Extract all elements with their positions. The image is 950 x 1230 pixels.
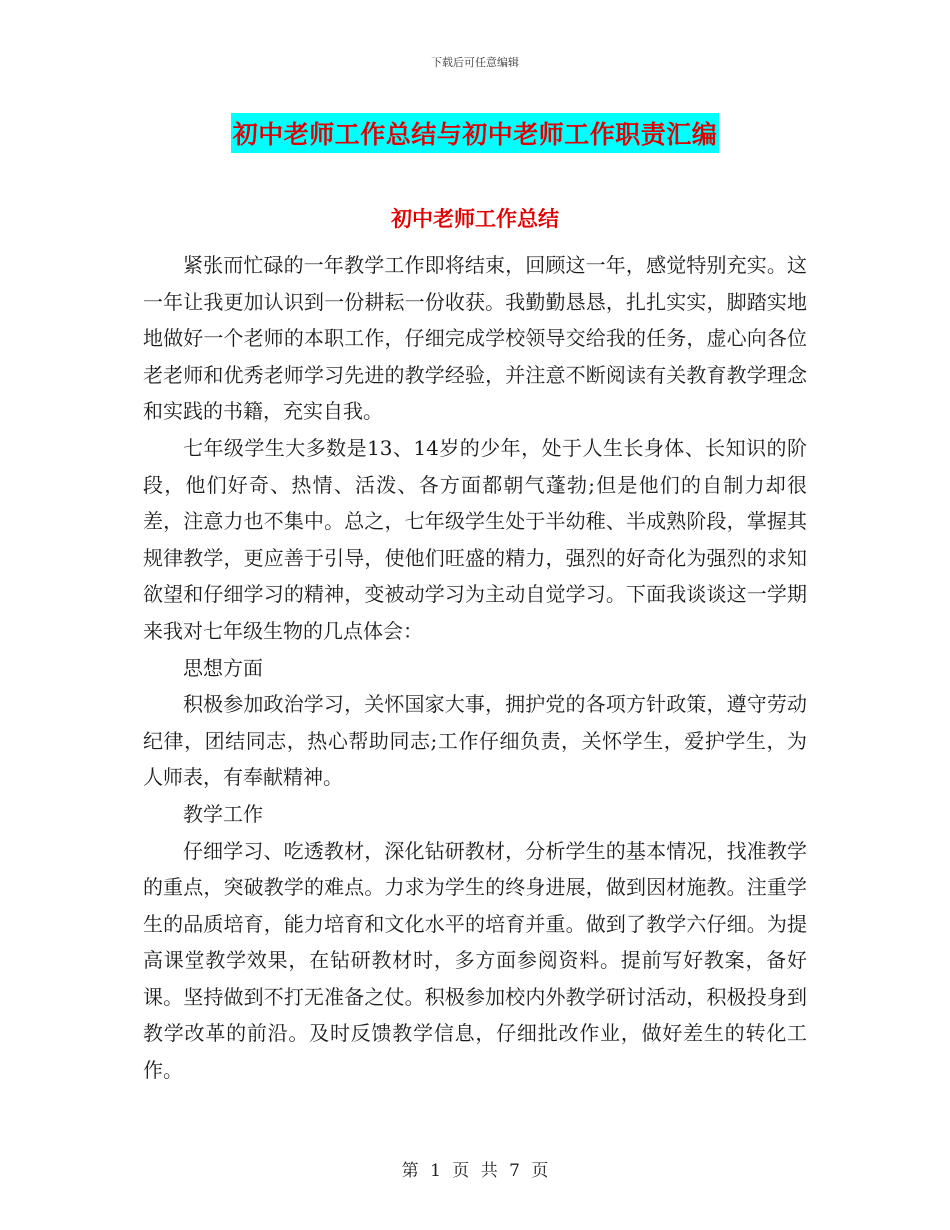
subheading: 思想方面 <box>183 655 263 680</box>
paragraph: 七年级学生大多数是13、14岁的少年，处于人生长身体、长知识的阶段，他们好奇、热情、活泼、各方面都朝气蓬勃;但是他们的自制力却很差，注意力也不集中。总之，七年级学生处于半幼稚、半成熟阶段，掌握其规律教学，更应善于引导，使他们旺盛的精力，强烈的好奇化为强烈的求知欲望和仔细学习的精神，变被动学习为主动自觉学习。下面我谈谈这一学期来我对七年级生物的几点体会： <box>143 435 807 643</box>
paragraph: 积极参加政治学习，关怀国家大事，拥护党的各项方针政策，遵守劳动纪律，团结同志，热心帮助同志;工作仔细负责，关怀学生，爱护学生，为人师表，有奉献精神。 <box>143 692 807 790</box>
paragraph: 紧张而忙碌的一年教学工作即将结束，回顾这一年，感觉特别充实。这一年让我更加认识到一份耕耘一份收获。我勤勤恳恳，扎扎实实，脚踏实地地做好一个老师的本职工作，仔细完成学校领导交给我的任务，虚心向各位老老师和优秀老师学习先进的教学经验，并注意不断阅读有关教育教学理念和实践的书籍，充实自我。 <box>143 253 807 424</box>
paragraph: 仔细学习、吃透教材，深化钻研教材，分析学生的基本情况，找准教学的重点，突破教学的难点。力求为学生的终身进展，做到因材施教。注重学生的品质培育，能力培育和文化水平的培育并重。做到了教学六仔细。为提高课堂教学效果，在钻研教材时，多方面参阅资料。提前写好教案，备好课。坚持做到不打无准备之仗。积极参加校内外教学研讨活动，积极投身到教学改革的前沿。及时反馈教学信息，仔细批改作业，做好差生的转化工作。 <box>143 838 807 1083</box>
section-title: 初中老师工作总结 <box>391 206 559 231</box>
header-note: 下载后可任意编辑 <box>431 56 519 69</box>
document-body <box>143 247 807 1089</box>
page-indicator: 第 1 页 共 7 页 <box>401 1161 549 1181</box>
document-title-wrapper <box>0 113 950 153</box>
document-title: 初中老师工作总结与初中老师工作职责汇编 <box>231 113 720 153</box>
subheading: 教学工作 <box>183 801 263 826</box>
